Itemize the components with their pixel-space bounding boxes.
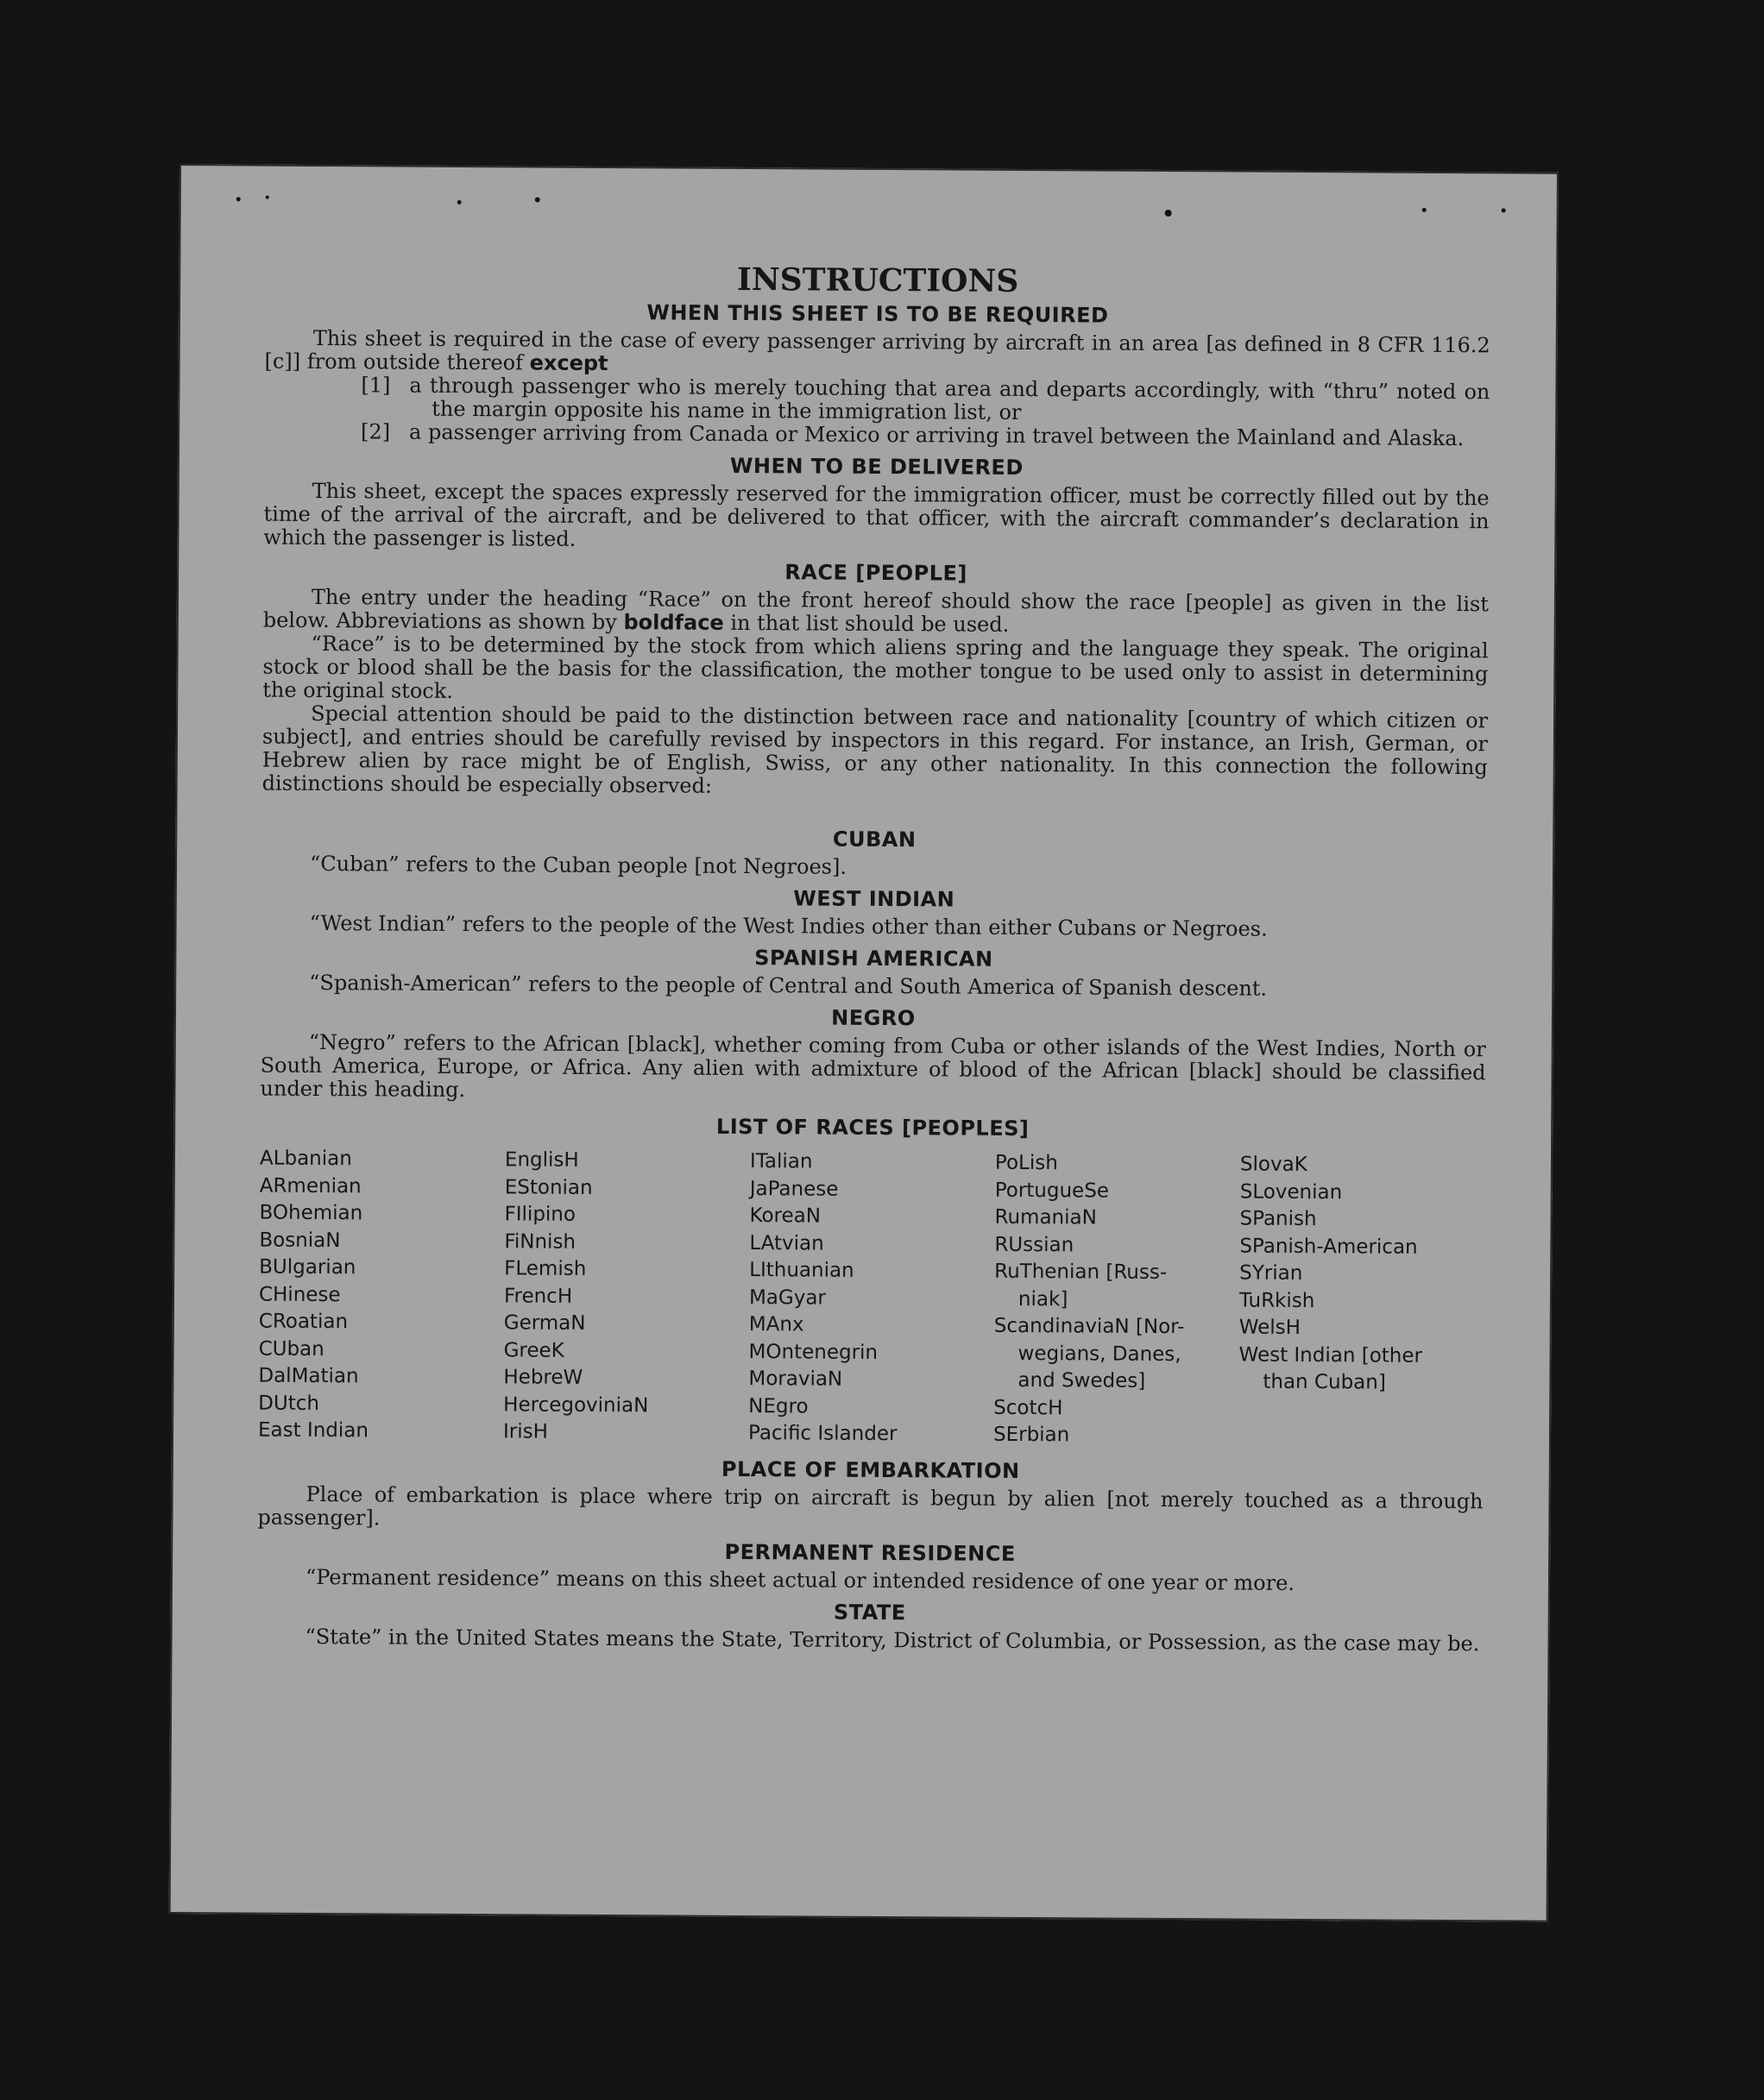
race-item: FrencH <box>503 1284 573 1308</box>
speck <box>1422 208 1427 212</box>
west-indian-text: “West Indian” refers to the people of the West Indies other than either Cubans or Negroes. <box>309 910 1268 941</box>
race-item: LIthuanian <box>749 1259 854 1282</box>
race-item: SPanish-American <box>1239 1235 1418 1259</box>
race-item: EStonian <box>504 1175 593 1199</box>
page-title: INSTRUCTIONS <box>736 261 1019 299</box>
race-item: FIlipino <box>504 1203 576 1226</box>
race-p1-text-a: The entry under the heading “Race” on the front hereof should show the race [people] as given in the list below. Abbreviations as shown by <box>262 584 1489 635</box>
cuban-heading: CUBAN <box>832 827 917 852</box>
west-indian-heading: WEST INDIAN <box>793 886 955 912</box>
race-item: MaGyar <box>748 1286 827 1310</box>
when-delivered-text: This sheet, except the spaces expressly reserved for the immigration officer, must be correctly filled out by the time of the arrival of the aircraft, and be delivered to that officer, with the aircraft commander’s declaration in which the passenger is listed. <box>263 478 1490 551</box>
race-item: RumaniaN <box>994 1205 1097 1229</box>
embarkation-text: Place of embarkation is place where trip on aircraft is begun by alien [not merely touched as a through passenger]. <box>257 1481 1484 1530</box>
race-item: JaPanese <box>749 1177 839 1201</box>
race-item: East Indian <box>257 1418 369 1443</box>
race-item-line: West Indian [other <box>1238 1343 1423 1368</box>
race-item: GermaN <box>503 1311 586 1335</box>
race-item: PoLish <box>994 1151 1058 1175</box>
race-item: BosniaN <box>259 1229 341 1252</box>
race-item: RUssian <box>994 1233 1074 1256</box>
race-item: SPanish <box>1239 1207 1317 1231</box>
race-item: KoreaN <box>749 1204 822 1228</box>
residence-text: “Permanent residence” means on this sheet actual or intended residence of one year or more. <box>305 1564 1295 1595</box>
race-item: WelsH <box>1238 1316 1301 1339</box>
cuban-text: “Cuban” refers to the Cuban people [not Negroes]. <box>309 851 847 879</box>
negro-heading: NEGRO <box>831 1005 916 1031</box>
race-item: CHinese <box>258 1283 341 1306</box>
race-item: BOhemian <box>259 1201 363 1225</box>
race-item: IrisH <box>502 1420 549 1443</box>
speck <box>1502 208 1506 212</box>
race-item: BUlgarian <box>259 1255 356 1279</box>
race-item: HebreW <box>503 1366 583 1389</box>
race-item-line: ScandinaviaN [Nor- <box>993 1314 1185 1339</box>
list-of-races-heading: LIST OF RACES [PEOPLES] <box>715 1114 1030 1141</box>
residence-heading: PERMANENT RESIDENCE <box>724 1539 1016 1566</box>
spanish-american-text: “Spanish-American” refers to the people of Central and South America of Spanish descent. <box>309 970 1268 1001</box>
when-required-heading: WHEN THIS SHEET IS TO BE REQUIRED <box>646 300 1109 328</box>
races-column-4 <box>993 1150 1240 1450</box>
race-item: ALbanian <box>259 1147 352 1171</box>
races-list <box>258 1146 1485 1452</box>
race-item: Pacific Islander <box>747 1422 898 1446</box>
race-item: GreeK <box>503 1338 564 1362</box>
speck <box>236 197 241 201</box>
race-item: TuRkish <box>1238 1289 1315 1312</box>
race-item: PortugueSe <box>994 1179 1110 1203</box>
race-item: SYrian <box>1239 1261 1303 1285</box>
races-column-2 <box>503 1147 750 1447</box>
race-item: HercegoviniaN <box>503 1393 649 1417</box>
race-item: SErbian <box>992 1423 1070 1447</box>
exception-1-text: a through passenger who is merely touching that area and departs accordingly, with “thru” noted on the margin opposite his name in the immigration list, or <box>409 373 1490 424</box>
when-required-intro-text: This sheet is required in the case of every passenger arriving by aircraft in an area [as defined in 8 CFR 116.2 [c]] from outside thereof <box>264 325 1490 375</box>
race-item: EnglisH <box>504 1148 579 1172</box>
race-item: CUban <box>258 1337 324 1361</box>
race-item: FiNnish <box>504 1229 576 1254</box>
race-item-line: than Cuban] <box>1263 1370 1386 1394</box>
race-item: MAnx <box>748 1313 804 1336</box>
race-item: MOntenegrin <box>748 1340 879 1364</box>
race-item: NEgro <box>748 1394 809 1418</box>
races-column-1 <box>258 1146 505 1446</box>
race-paragraph-3: Special attention should be paid to the distinction between race and nationality [country of which citizen or subject], and entries should be carefully revised by inspectors in this regard. For instance, an Irish, German, or Hebrew alien by race might be of English, Swiss, or any other nationality. In this connection the following distinctions should be especially observed: <box>261 701 1489 798</box>
when-delivered-heading: WHEN TO BE DELIVERED <box>729 453 1024 480</box>
race-item: ScotcH <box>993 1396 1063 1419</box>
races-column-5 <box>1238 1152 1485 1452</box>
race-item-scandinavian <box>993 1313 1239 1396</box>
race-item-line: wegians, Danes, <box>1017 1342 1181 1366</box>
exception-2 <box>361 420 1490 450</box>
race-item: FLemish <box>504 1257 587 1280</box>
speck <box>535 198 540 203</box>
race-item: CRoatian <box>258 1310 349 1334</box>
race-p1-text-b: in that list should be used. <box>730 610 1010 637</box>
race-item: DalMatian <box>258 1364 359 1388</box>
race-item-west-indian <box>1238 1342 1484 1398</box>
race-item: LAtvian <box>749 1231 824 1255</box>
speck <box>266 196 269 199</box>
race-paragraph-1 <box>263 586 1489 640</box>
exception-1 <box>361 374 1490 427</box>
race-item-line: and Swedes] <box>1017 1368 1146 1393</box>
exception-1-num: [1] <box>361 373 391 398</box>
boldface-word: boldface <box>623 610 724 635</box>
race-item-ruthenian <box>994 1259 1239 1315</box>
races-column-3 <box>748 1148 995 1449</box>
race-item: SlovaK <box>1239 1153 1307 1177</box>
document-sheet <box>169 164 1559 1922</box>
race-item-line: niak] <box>1017 1287 1068 1311</box>
embarkation-heading: PLACE OF EMBARKATION <box>721 1456 1020 1483</box>
race-item: DUtch <box>258 1392 320 1415</box>
speck <box>457 200 462 204</box>
negro-text: “Negro” refers to the African [black], whether coming from Cuba or other islands of the West Indies, North or South America, Europe, or Africa. Any alien with admixture of blood of the African [black] should be classified under this heading. <box>260 1029 1486 1103</box>
exception-2-num: [2] <box>361 419 391 444</box>
except-keyword: except <box>529 350 608 376</box>
state-text: “State” in the United States means the State, Territory, District of Columbia, or Possession, as the case may be. <box>305 1624 1480 1656</box>
spanish-american-heading: SPANISH AMERICAN <box>754 946 993 971</box>
exception-2-text: a passenger arriving from Canada or Mexico or arriving in travel between the Mainland and Alaska. <box>409 419 1465 451</box>
race-item: ARmenian <box>259 1174 362 1198</box>
when-required-intro <box>265 327 1490 381</box>
race-item-line: RuThenian [Russ- <box>994 1260 1168 1285</box>
race-item: MoraviaN <box>748 1368 843 1391</box>
speck <box>1165 210 1172 217</box>
race-paragraph-2: “Race” is to be determined by the stock from which aliens spring and the language they speak. The original stock or blood shall be the basis for the classification, the mother tongue to be used only to assist in determining the original stock. <box>262 631 1489 703</box>
instructions-body <box>256 258 1490 1656</box>
race-item: SLovenian <box>1239 1180 1343 1204</box>
state-heading: STATE <box>833 1600 906 1625</box>
race-item: ITalian <box>749 1150 813 1173</box>
race-heading: RACE [PEOPLE] <box>784 560 967 586</box>
